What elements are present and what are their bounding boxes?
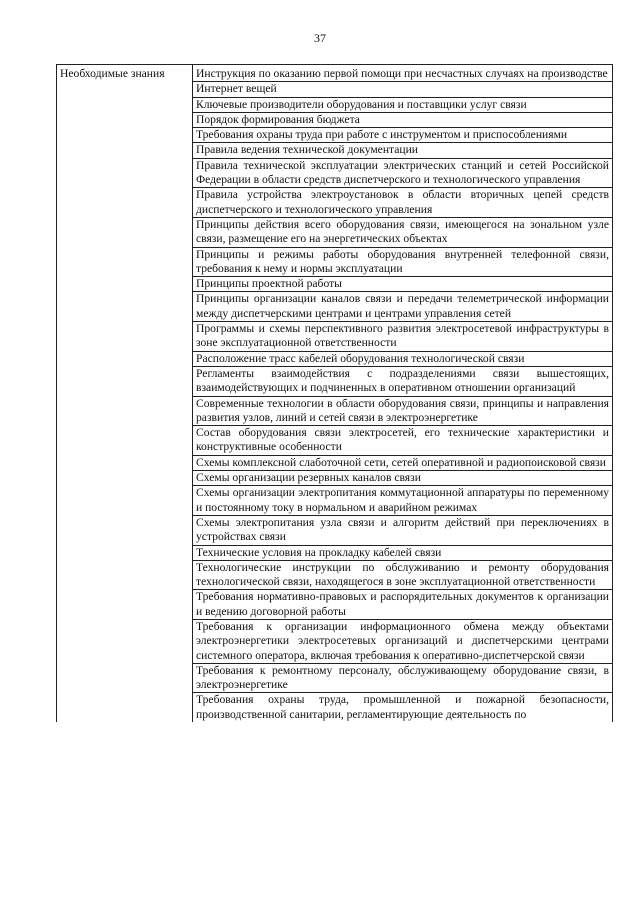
knowledge-item: Программы и схемы перспективного развития электросетевой инфраструктуры в зоне эксплуатационной ответственности (193, 322, 613, 352)
knowledge-item: Инструкция по оказанию первой помощи при несчастных случаях на производстве (193, 65, 613, 82)
knowledge-item: Схемы комплексной слаботочной сети, сетей оперативной и радиопоисковой связи (193, 455, 613, 470)
knowledge-item: Современные технологии в области оборудования связи, принципы и направления развития узлов, линий и сетей связи в электроэнергетике (193, 396, 613, 426)
page-number: 37 (314, 31, 326, 45)
knowledge-item: Требования нормативно-правовых и распорядительных документов к организации и ведению договорной работы (193, 590, 613, 620)
knowledge-item: Ключевые производители оборудования и поставщики услуг связи (193, 97, 613, 112)
knowledge-item: Требования охраны труда, промышленной и пожарной безопасности, производственной санитарии, регламентирующие деятельность по (193, 693, 613, 722)
knowledge-item: Технологические инструкции по обслуживанию и ремонту оборудования технологической связи, находящегося в зоне эксплуатационной ответственности (193, 560, 613, 590)
table-row (57, 65, 613, 82)
knowledge-item: Правила ведения технической документации (193, 143, 613, 158)
knowledge-item: Правила технической эксплуатации электрических станций и сетей Российской Федерации в области средств диспетчерского и технологического управления (193, 158, 613, 188)
knowledge-item: Требования к организации информационного обмена между объектами электроэнергетики электросетевых организаций и диспетчерскими центрами системного оператора, включая требования к оперативно-диспетчерской связи (193, 619, 613, 663)
knowledge-item: Принципы организации каналов связи и передачи телеметрической информации между диспетчерскими центрами и центрами управления сетей (193, 292, 613, 322)
knowledge-item: Состав оборудования связи электросетей, его технические характеристики и конструктивные особенности (193, 426, 613, 456)
knowledge-item: Технические условия на прокладку кабелей связи (193, 545, 613, 560)
knowledge-item: Требования к ремонтному персоналу, обслуживающему оборудование связи, в электроэнергетике (193, 663, 613, 693)
knowledge-item: Схемы организации электропитания коммутационной аппаратуры по переменному и постоянному току в нормальном и аварийном режимах (193, 486, 613, 516)
knowledge-item: Принципы проектной работы (193, 277, 613, 292)
knowledge-item: Схемы организации резервных каналов связи (193, 471, 613, 486)
knowledge-item: Порядок формирования бюджета (193, 112, 613, 127)
knowledge-table (56, 64, 613, 722)
knowledge-item: Правила устройства электроустановок в области вторичных цепей средств диспетчерского и технологического управления (193, 188, 613, 218)
knowledge-item: Интернет вещей (193, 82, 613, 97)
knowledge-item: Требования охраны труда при работе с инструментом и приспособлениями (193, 128, 613, 143)
knowledge-item: Принципы действия всего оборудования связи, имеющегося на зональном узле связи, размещение его на энергетических объектах (193, 217, 613, 247)
knowledge-item: Схемы электропитания узла связи и алгоритм действий при переключениях в устройствах связи (193, 515, 613, 545)
section-label: Необходимые знания (57, 65, 193, 723)
knowledge-item: Регламенты взаимодействия с подразделениями связи вышестоящих, взаимодействующих и подчиненных в оперативном отношении организаций (193, 366, 613, 396)
knowledge-item: Расположение трасс кабелей оборудования технологической связи (193, 351, 613, 366)
knowledge-item: Принципы и режимы работы оборудования внутренней телефонной связи, требования к нему и нормы эксплуатации (193, 247, 613, 277)
